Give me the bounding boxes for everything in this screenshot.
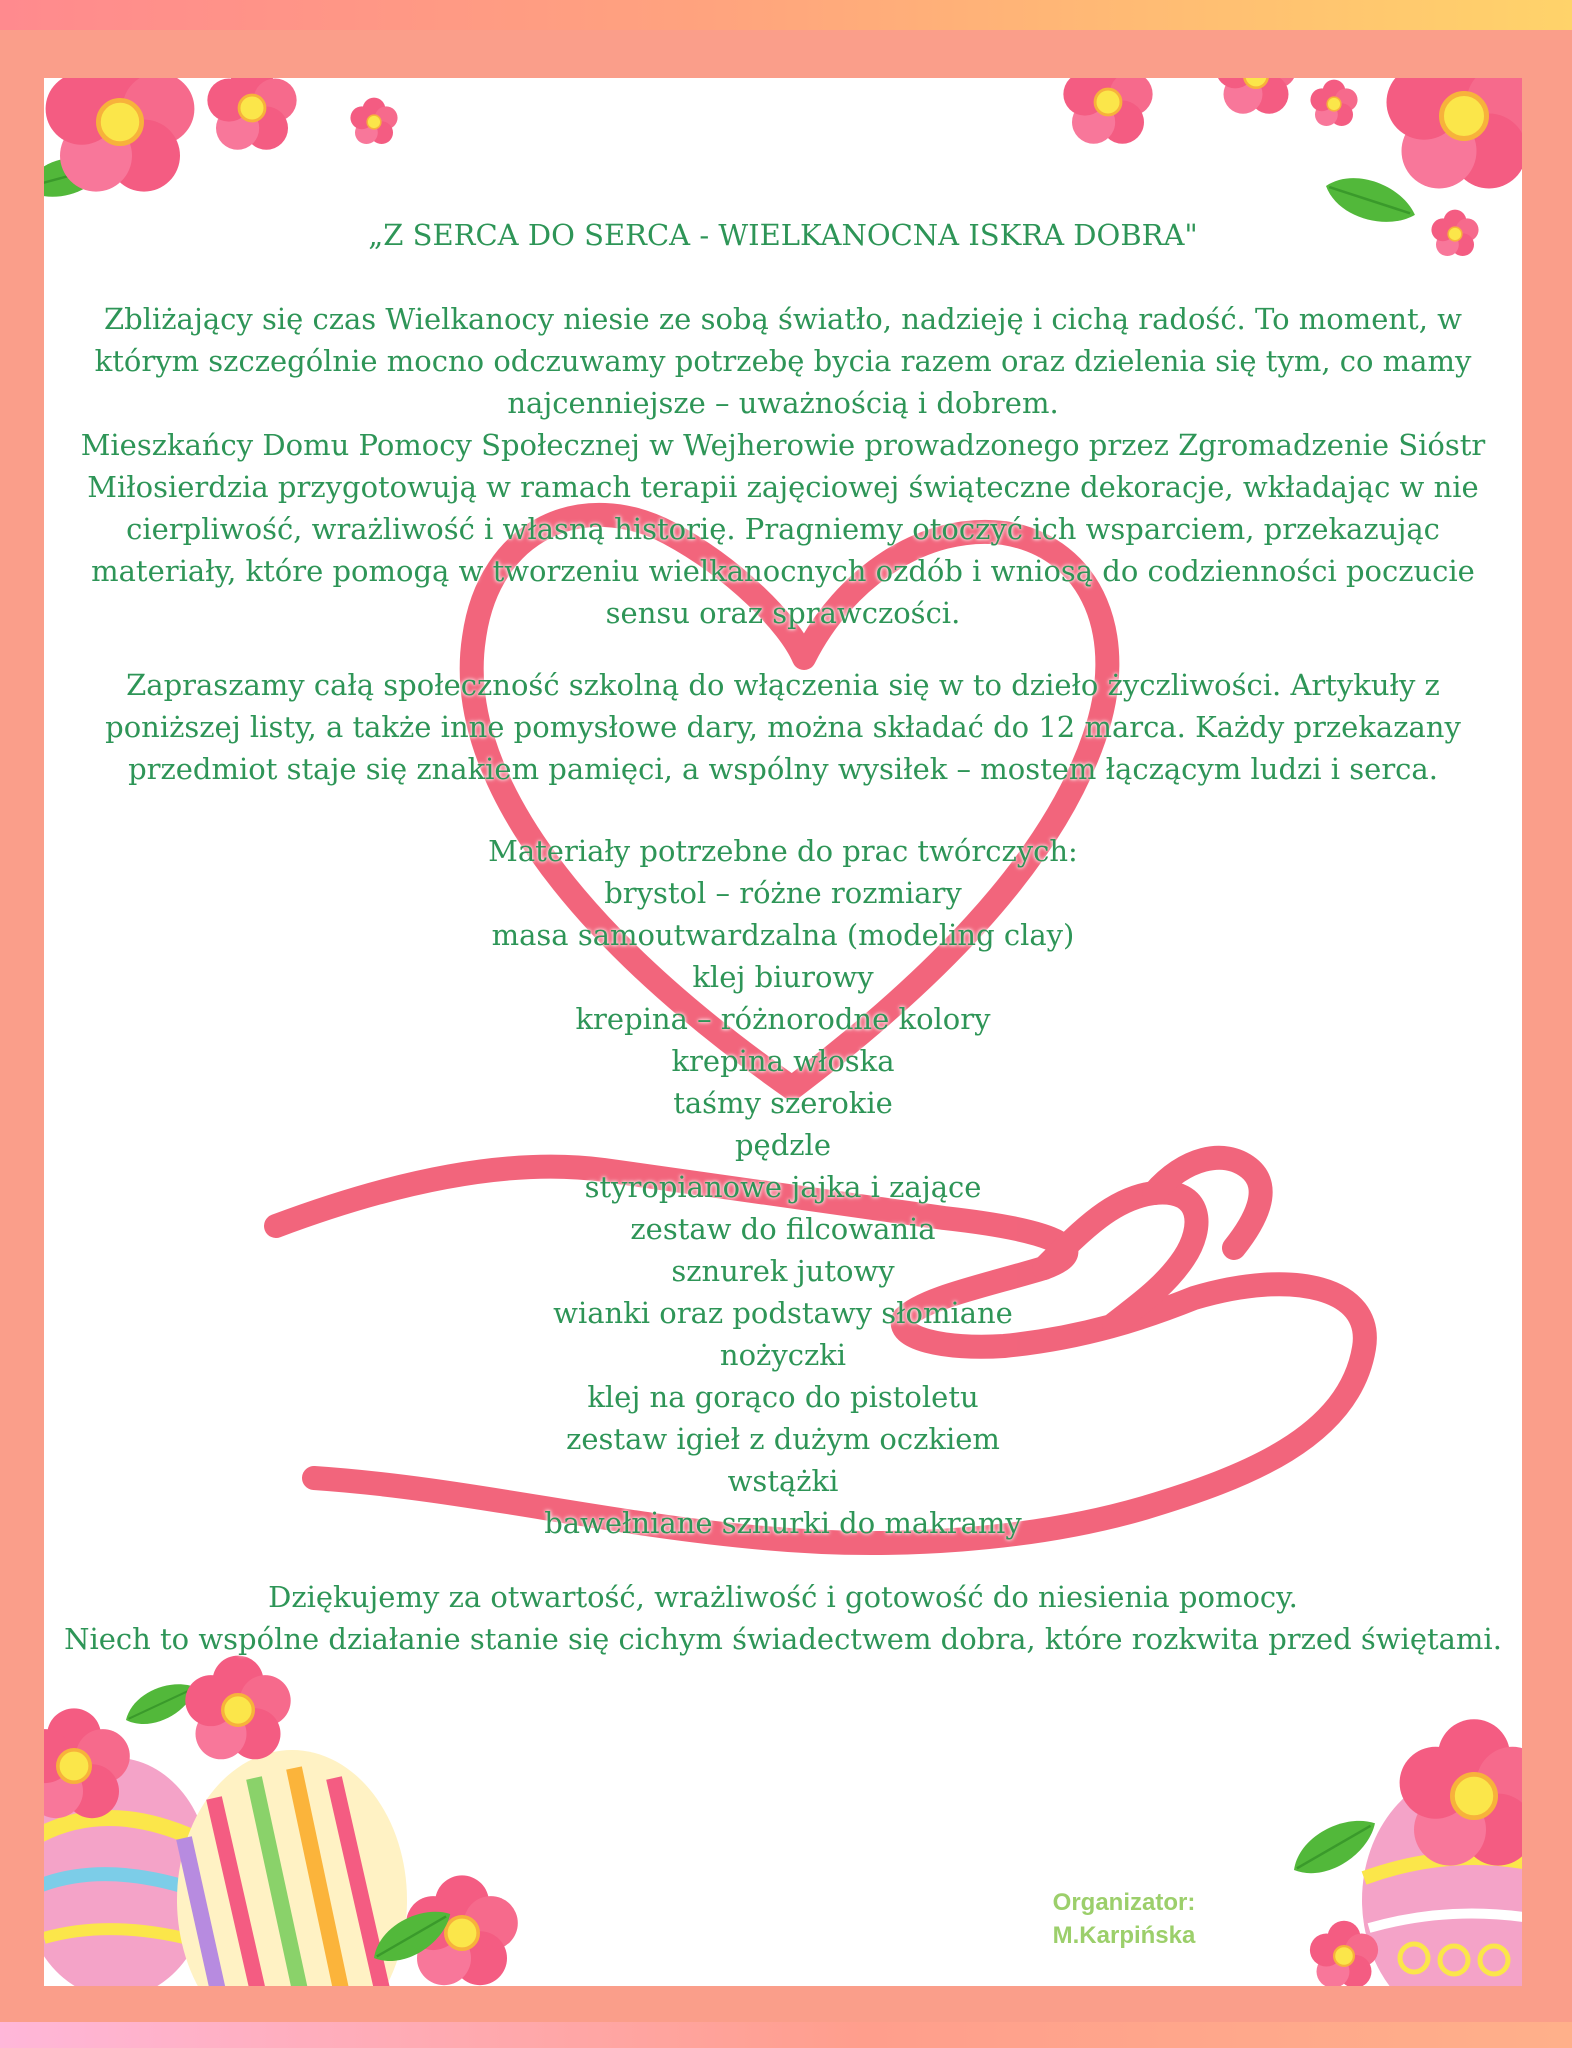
list-item: krepina włoska bbox=[671, 1044, 895, 1078]
flower-icon bbox=[44, 78, 398, 205]
list-item: krepina – różnorodne kolory bbox=[575, 1002, 991, 1036]
top-gradient-strip bbox=[0, 0, 1572, 30]
title-text: „Z SERCA DO SERCA - WIELKANOCNA ISKRA DOBRA" bbox=[368, 218, 1198, 252]
list-item: klej biurowy bbox=[692, 960, 874, 994]
materials-section bbox=[58, 830, 1508, 1544]
list-item: taśmy szerokie bbox=[673, 1086, 893, 1120]
list-item: wianki oraz podstawy słomiane bbox=[553, 1296, 1013, 1330]
list-item: pędzle bbox=[734, 1128, 831, 1162]
list-item: brystol – różne rozmiary bbox=[604, 876, 962, 910]
thanks-section bbox=[58, 1576, 1508, 1660]
organizer-name: M.Karpińska bbox=[1052, 1922, 1196, 1949]
organizer-label: Organizator: bbox=[1052, 1889, 1196, 1916]
list-item: nożyczki bbox=[719, 1338, 847, 1372]
list-item: klej na gorąco do pistoletu bbox=[587, 1380, 979, 1414]
bottom-gradient-strip bbox=[0, 2022, 1572, 2048]
thanks-line: Niech to wspólne działanie stanie się cichym świadectwem dobra, które rozkwita przed świętami. bbox=[64, 1622, 1502, 1656]
list-item: masa samoutwardzalna (modeling clay) bbox=[491, 918, 1075, 952]
poster-title bbox=[58, 214, 1508, 256]
intro-section bbox=[58, 298, 1508, 634]
list-item: zestaw do filcowania bbox=[630, 1212, 936, 1246]
organizer-block bbox=[1004, 1886, 1244, 1952]
intro-paragraph: Zbliżający się czas Wielkanocy niesie ze sobą światło, nadzieję i cichą radość. To moment, w którym szczególnie mocno odczuwamy potrzebę bycia razem oraz dzielenia się tym, co mamy najcenniejsze – uważnością i dobrem. bbox=[94, 302, 1472, 420]
list-item: zestaw igieł z dużym oczkiem bbox=[566, 1422, 1000, 1456]
materials-heading: Materiały potrzebne do prac twórczych: bbox=[488, 834, 1078, 868]
invitation-text: Zapraszamy całą społeczność szkolną do włączenia się w to dzieło życzliwości. Artykuły z poniższej listy, a także inne pomysłowe dary, można składać do 12 marca. Każdy przekazany przedmiot staje się znakiem pamięci, a wspólny wysiłek – mostem łączącym ludzi i serca. bbox=[105, 668, 1461, 786]
list-item: sznurek jutowy bbox=[671, 1254, 895, 1288]
invitation-section bbox=[58, 664, 1508, 790]
materials-list bbox=[58, 872, 1508, 1544]
thanks-line: Dziękujemy za otwartość, wrażliwość i gotowość do niesienia pomocy. bbox=[268, 1580, 1298, 1614]
list-item: styropianowe jajka i zające bbox=[584, 1170, 982, 1204]
list-item: wstążki bbox=[727, 1464, 839, 1498]
poster-page bbox=[44, 78, 1522, 1986]
intro-paragraph: Mieszkańcy Domu Pomocy Społecznej w Wejherowie prowadzonego przez Zgromadzenie Sióstr Miłosierdzia przygotowują w ramach terapii zajęciowej świąteczne dekoracje, wkładając w nie cierpliwość, wrażliwość i własną historię. Pragniemy otoczyć ich wsparciem, przekazując materiały, które pomogą w tworzeniu wielkanocnych ozdób i wniosą do codzienności poczucie sensu oraz sprawczości. bbox=[80, 428, 1486, 630]
list-item: bawełniane sznurki do makramy bbox=[544, 1506, 1022, 1540]
